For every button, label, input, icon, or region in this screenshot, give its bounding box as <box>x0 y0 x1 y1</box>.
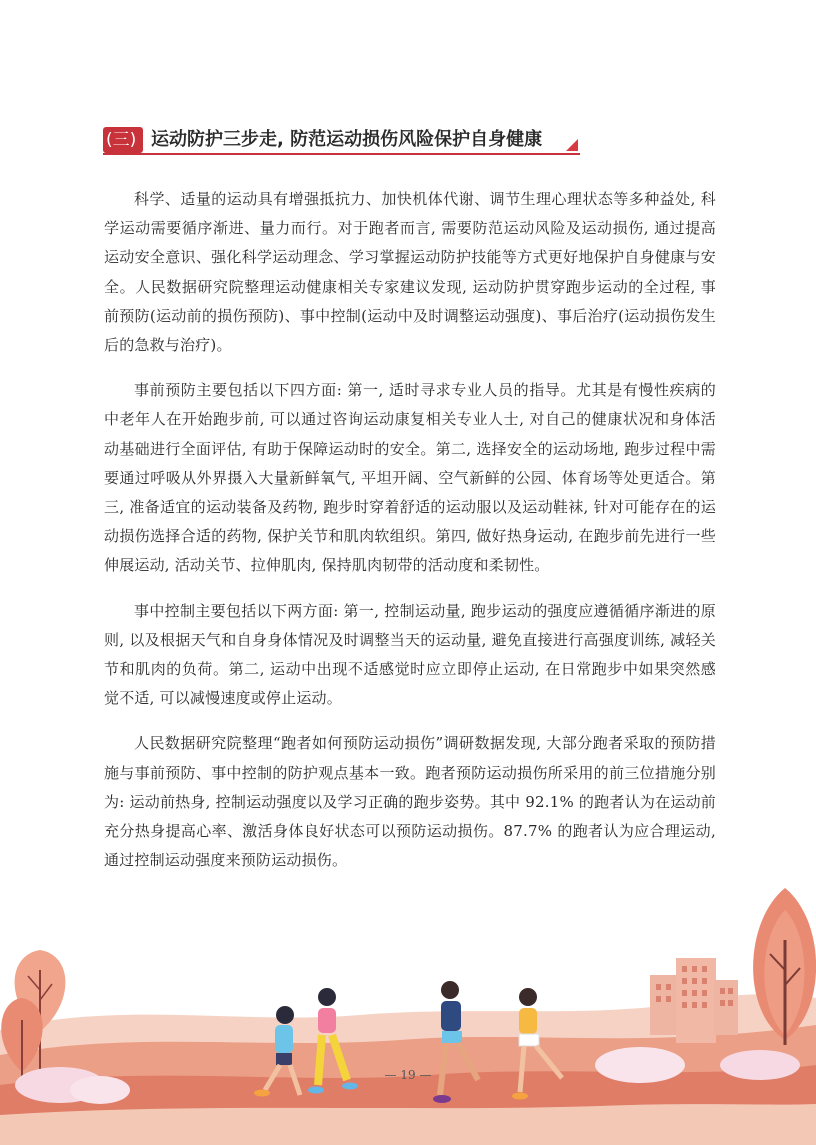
paragraph-2: 事前预防主要包括以下四方面: 第一, 适时寻求专业人员的指导。尤其是有慢性疾病的中老年人在开始跑步前, 可以通过咨询运动康复相关专业人士, 对自己的健康状况和身体活动基础进行全面评估, 有助于保障运动时的安全。第二, 选择安全的运动场地, 跑步过程中需要通过呼吸从外界摄入大量新鲜氧气, 平坦开阔、空气新鲜的公园、体育场等处更适合。第三, 准备适宜的运动装备及药物, 跑步时穿着舒适的运动服以及运动鞋袜, 针对可能存在的运动损伤选择合适的药物, 保护关节和肌肉软组织。第四, 做好热身运动, 在跑步前先进行一些伸展运动, 活动关节、拉伸肌肉, 保持肌肉韧带的活动度和柔韧性。 <box>104 381 716 575</box>
paragraph-4: 人民数据研究院整理“跑者如何预防运动损伤”调研数据发现, 大部分跑者采取的预防措施与事前预防、事中控制的防护观点基本一致。跑者预防运动损伤所采用的前三位措施分别为: 运动前热身, 控制运动强度以及学习正确的跑步姿势。其中 92.1% 的跑者认为在运动前充分热身提高心率、激活身体良好状态可以预防运动损伤。87.7% 的跑者认为应合理运动, 通过控制运动强度来预防运动损伤。 <box>104 734 716 870</box>
article-body <box>104 185 716 891</box>
paragraph-3: 事中控制主要包括以下两方面: 第一, 控制运动量, 跑步运动的强度应遵循循序渐进的原则, 以及根据天气和自身身体情况及时调整当天的运动量, 避免直接进行高强度训练, 减轻关节和肌肉的负荷。第二, 运动中出现不适感觉时应立即停止运动, 在日常跑步中如果突然感觉不适, 可以减慢速度或停止运动。 <box>104 601 716 708</box>
footer-illustration <box>0 880 816 1145</box>
section-title: 运动防护三步走, 防范运动损伤风险保护自身健康 <box>151 129 543 150</box>
section-header <box>103 123 580 157</box>
header-corner-triangle <box>566 139 578 151</box>
section-number: (三) <box>106 130 137 150</box>
header-underline <box>103 153 580 155</box>
page-number: — 19 — <box>384 1068 432 1082</box>
buildings <box>650 958 738 1043</box>
paragraph-1: 科学、适量的运动具有增强抵抗力、加快机体代谢、调节生理心理状态等多种益处, 科学运动需要循序渐进、量力而行。对于跑者而言, 需要防范运动风险及运动损伤, 通过提高运动安全意识、强化科学运动理念、学习掌握运动防护技能等方式更好地保护自身健康与安全。人民数据研究院整理运动健康相关专家建议发现, 运动防护贯穿跑步运动的全过程, 事前预防(运动前的损伤预防)、事中控制(运动中及时调整运动强度)、事后治疗(运动损伤发生后的急救与治疗)。 <box>104 190 716 355</box>
ground <box>0 1104 816 1145</box>
